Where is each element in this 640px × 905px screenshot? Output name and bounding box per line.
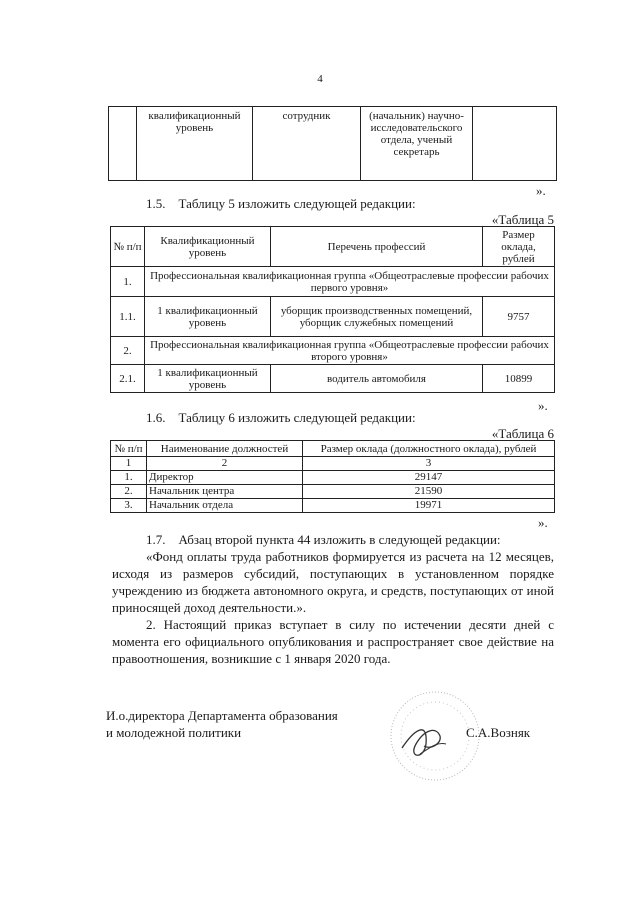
table-header-row	[111, 441, 555, 457]
table-continuation	[108, 106, 557, 181]
section-1-7-text: 1.7. Абзац второй пункта 44 изложить в следующей редакции:	[146, 532, 501, 547]
table-row	[111, 457, 555, 471]
section-2-text: 2. Настоящий приказ вступает в силу по истечении десяти дней с момента его официального опубликования и распространяет свое действие на правоотношения, возникшие с 1 января 2020 года.	[112, 617, 554, 666]
section-1-6-text: 1.6. Таблицу 6 изложить следующей редакции:	[146, 410, 416, 425]
table-row	[111, 499, 555, 513]
table-cell: 1.	[111, 471, 147, 485]
closing-quote: ».	[536, 183, 546, 198]
table-cell: сотрудник	[253, 107, 361, 181]
group-cell: Профессиональная квалификационная группа «Общеотраслевые профессии рабочих второго уровня»	[145, 337, 555, 365]
table-cell: (начальник) научно-исследовательского отдела, ученый секретарь	[361, 107, 473, 181]
closing-quote: ».	[538, 515, 548, 530]
table-cell: 19971	[303, 499, 555, 513]
table-header-row	[111, 227, 555, 267]
table-cell: 1 квалификационный уровень	[145, 297, 271, 337]
column-header: Наименование должностей	[147, 441, 303, 457]
table-cell: 21590	[303, 485, 555, 499]
table-cell: водитель автомобиля	[271, 365, 483, 393]
column-header: № п/п	[111, 227, 145, 267]
table-6	[110, 440, 555, 513]
table-cell: 1.1.	[111, 297, 145, 337]
table-cell: Начальник центра	[147, 485, 303, 499]
table-cell: 3.	[111, 499, 147, 513]
table-cell: 2	[147, 457, 303, 471]
table-cell: уборщик производственных помещений, уборщик служебных помещений	[271, 297, 483, 337]
table-row	[111, 337, 555, 365]
column-header: Квалификационный уровень	[145, 227, 271, 267]
closing-quote: ».	[538, 398, 548, 413]
table-cell: 1	[111, 457, 147, 471]
table-5	[110, 226, 555, 393]
table-row	[111, 365, 555, 393]
stamp-seal-icon	[380, 684, 480, 794]
section-1-7-quote: «Фонд оплаты труда работников формируется из расчета на 12 месяцев, исходя из размеров субсидий, поступающих в установленном порядке учреждению из бюджета автономного округа, и средств, поступающих от иной приносящей доход деятельности.».	[112, 549, 554, 615]
column-header: Перечень профессий	[271, 227, 483, 267]
table-cell	[473, 107, 557, 181]
table-cell	[109, 107, 137, 181]
page-number: 4	[317, 73, 323, 85]
table-cell: 10899	[483, 365, 555, 393]
table-row	[111, 471, 555, 485]
signer-title-line2: и молодежной политики	[106, 725, 242, 740]
table-row	[111, 297, 555, 337]
table-cell: квалификационный уровень	[137, 107, 253, 181]
table-row	[109, 107, 557, 181]
table-row	[111, 485, 555, 499]
signer-title-line1: И.о.директора Департамента образования	[106, 708, 338, 723]
table-row	[111, 267, 555, 297]
column-header: № п/п	[111, 441, 147, 457]
table-cell: 2.1.	[111, 365, 145, 393]
table6-caption: «Таблица 6	[491, 426, 554, 441]
table-cell: 29147	[303, 471, 555, 485]
table-cell: Начальник отдела	[147, 499, 303, 513]
table-cell: 9757	[483, 297, 555, 337]
group-cell: Профессиональная квалификационная группа «Общеотраслевые профессии рабочих первого уровня»	[145, 267, 555, 297]
table-cell: 2.	[111, 337, 145, 365]
table-cell: 3	[303, 457, 555, 471]
table-cell: Директор	[147, 471, 303, 485]
table-cell: 1.	[111, 267, 145, 297]
section-1-5-text: 1.5. Таблицу 5 изложить следующей редакции:	[146, 196, 416, 211]
signer-name: С.А.Возняк	[466, 725, 531, 740]
table-cell: 1 квалификационный уровень	[145, 365, 271, 393]
table5-caption: «Таблица 5	[491, 212, 554, 227]
table-cell: 2.	[111, 485, 147, 499]
column-header: Размер оклада, рублей	[483, 227, 555, 267]
column-header: Размер оклада (должностного оклада), рублей	[303, 441, 555, 457]
